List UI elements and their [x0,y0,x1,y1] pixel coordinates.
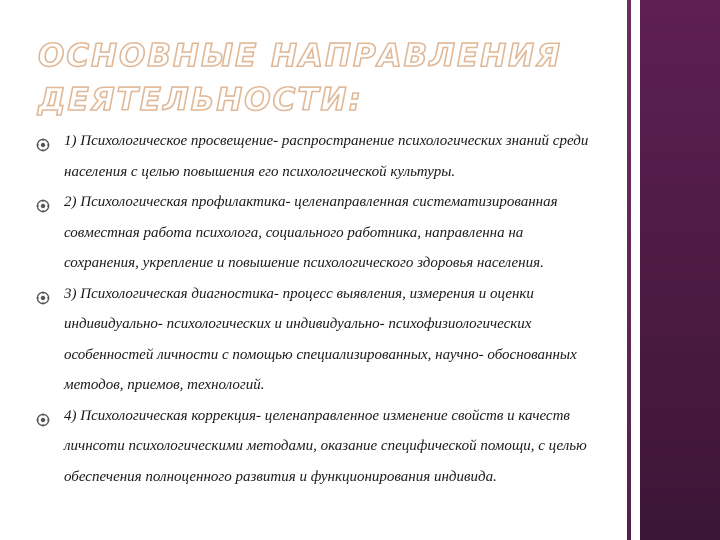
side-accent-line [627,0,631,540]
target-bullet-icon [36,291,50,305]
list-item [36,401,596,493]
bullet-list [36,126,596,492]
list-item-text: 1) Психологическое просвещение- распространение психологических знаний среди населения с целью повышения его психологической культуры. [64,133,589,180]
side-panel [640,0,720,540]
target-bullet-icon [36,138,50,152]
list-item-text: 3) Психологическая диагностика- процесс выявления, измерения и оценки индивидуально- психологических и индивидуально- психофизиологических особенностей личности с помощью специализированных, научно- обоснованных методов, приемов, технологий. [64,285,577,393]
target-bullet-icon [36,413,50,427]
list-item [36,126,596,187]
list-item [36,279,596,401]
target-bullet-icon [36,199,50,213]
list-item-text: 4) Психологическая коррекция- целенаправленное изменение свойств и качеств личнсоти психологическими методами, оказание специфической помощи, с целью обеспечения полноценного развития и функционирования индивида. [64,407,587,485]
slide-title [38,34,598,122]
list-item-text: 2) Психологическая профилактика- целенаправленная систематизированная совместная работа психолога, социального работника, направленна на сохранения, укрепление и повышение психологического здоровья населения. [64,194,558,271]
title-line-1: ОСНОВНЫЕ НАПРАВЛЕНИЯ [38,38,562,74]
title-line-2: ДЕЯТЕЛЬНОСТИ: [38,82,363,118]
list-item [36,187,596,279]
